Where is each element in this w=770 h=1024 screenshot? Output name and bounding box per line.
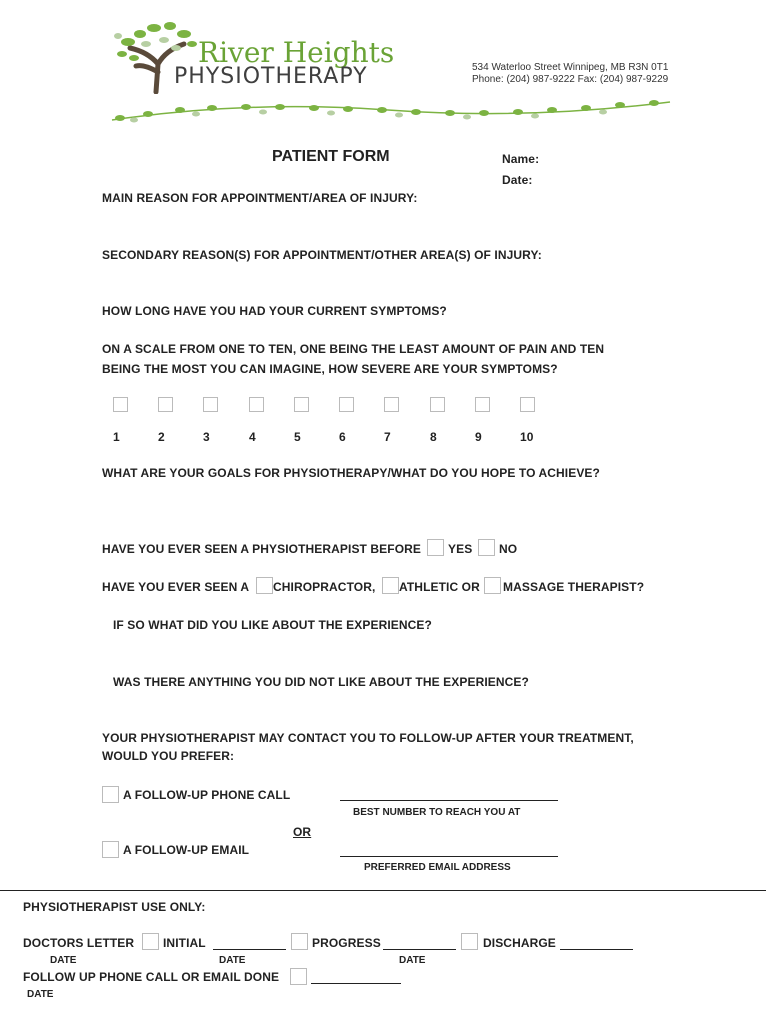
followup-done-date-field[interactable] [311, 983, 401, 984]
pain-scale-question-line1: ON A SCALE FROM ONE TO TEN, ONE BEING THE LEAST AMOUNT OF PAIN AND TEN [102, 342, 605, 356]
followup-email-checkbox[interactable] [102, 841, 119, 858]
phone-number-field[interactable] [340, 800, 558, 801]
initial-checkbox[interactable] [142, 933, 159, 950]
pain-scale-label-1: 1 [113, 430, 120, 444]
followup-done-date-label: DATE [27, 989, 54, 1000]
discharge-checkbox[interactable] [461, 933, 478, 950]
followup-done-checkbox[interactable] [290, 968, 307, 985]
doctors-letter-label: DOCTORS LETTER [23, 936, 135, 950]
secondary-reason-question: SECONDARY REASON(S) FOR APPOINTMENT/OTHER AREA(S) OF INJURY: [102, 248, 542, 262]
progress-checkbox[interactable] [291, 933, 308, 950]
pain-scale-checkbox-3[interactable] [203, 397, 218, 412]
pain-scale-question-line2: BEING THE MOST YOU CAN IMAGINE, HOW SEVERE ARE YOUR SYMPTOMS? [102, 362, 558, 376]
clinic-contact [472, 62, 668, 86]
pain-scale-checkbox-4[interactable] [249, 397, 264, 412]
discharge-date-field[interactable] [560, 949, 633, 950]
pain-scale-label-5: 5 [294, 430, 301, 444]
seen-physio-no-label: NO [499, 542, 518, 556]
email-address-hint: PREFERRED EMAIL ADDRESS [364, 862, 511, 873]
massage-therapist-checkbox[interactable] [484, 577, 501, 594]
pain-scale-checkbox-6[interactable] [339, 397, 354, 412]
logo-title: River Heights [198, 36, 395, 69]
initial-label: INITIAL [163, 936, 206, 950]
followup-phone-label: A FOLLOW-UP PHONE CALL [123, 788, 291, 802]
phone-number-hint: BEST NUMBER TO REACH YOU AT [353, 807, 521, 818]
pain-scale-label-7: 7 [384, 430, 391, 444]
followup-phone-checkbox[interactable] [102, 786, 119, 803]
followup-done-label: FOLLOW UP PHONE CALL OR EMAIL DONE [23, 970, 280, 984]
pain-scale-checkbox-5[interactable] [294, 397, 309, 412]
symptom-duration-question: HOW LONG HAVE YOU HAD YOUR CURRENT SYMPTOMS? [102, 304, 447, 318]
goals-question: WHAT ARE YOUR GOALS FOR PHYSIOTHERAPY/WHAT DO YOU HOPE TO ACHIEVE? [102, 466, 600, 480]
pain-scale-checkbox-9[interactable] [475, 397, 490, 412]
pain-scale-label-3: 3 [203, 430, 210, 444]
pain-scale-checkbox-8[interactable] [430, 397, 445, 412]
progress-date-field[interactable] [383, 949, 456, 950]
letterhead [108, 14, 674, 126]
clinic-address: 534 Waterloo Street Winnipeg, MB R3N 0T1 [472, 62, 669, 73]
seen-physio-yes-checkbox[interactable] [427, 539, 444, 556]
doctors-letter-date-label: DATE [50, 955, 77, 966]
email-address-field[interactable] [340, 856, 558, 857]
pain-scale-label-2: 2 [158, 430, 165, 444]
pain-scale-label-6: 6 [339, 430, 346, 444]
pain-scale-checkbox-10[interactable] [520, 397, 535, 412]
initial-date-field[interactable] [213, 949, 286, 950]
followup-question-line2: WOULD YOU PREFER: [102, 749, 235, 763]
pain-scale-label-8: 8 [430, 430, 437, 444]
athletic-checkbox[interactable] [382, 577, 399, 594]
date-label: Date: [502, 173, 533, 187]
seen-physio-question: HAVE YOU EVER SEEN A PHYSIOTHERAPIST BEFORE [102, 542, 422, 556]
chiropractor-label: CHIROPRACTOR, [273, 580, 376, 594]
or-divider: OR [293, 825, 312, 839]
initial-date-label: DATE [219, 955, 246, 966]
office-use-heading: PHYSIOTHERAPIST USE ONLY: [23, 900, 206, 914]
office-use-divider [0, 890, 766, 891]
followup-question-line1: YOUR PHYSIOTHERAPIST MAY CONTACT YOU TO FOLLOW-UP AFTER YOUR TREATMENT, [102, 731, 634, 745]
disliked-experience-question: WAS THERE ANYTHING YOU DID NOT LIKE ABOUT THE EXPERIENCE? [113, 675, 529, 689]
vine-divider-icon [108, 92, 674, 126]
seen-physio-no-checkbox[interactable] [478, 539, 495, 556]
pain-scale-checkbox-1[interactable] [113, 397, 128, 412]
pain-scale-checkbox-2[interactable] [158, 397, 173, 412]
massage-therapist-label: MASSAGE THERAPIST? [503, 580, 645, 594]
pain-scale-checkbox-7[interactable] [384, 397, 399, 412]
progress-date-label: DATE [399, 955, 426, 966]
name-label: Name: [502, 152, 540, 166]
athletic-label: ATHLETIC OR [399, 580, 480, 594]
form-title: PATIENT FORM [272, 148, 390, 165]
followup-email-label: A FOLLOW-UP EMAIL [123, 843, 250, 857]
seen-other-question: HAVE YOU EVER SEEN A [102, 580, 250, 594]
chiropractor-checkbox[interactable] [256, 577, 273, 594]
pain-scale-label-9: 9 [475, 430, 482, 444]
discharge-label: DISCHARGE [483, 936, 556, 950]
liked-experience-question: IF SO WHAT DID YOU LIKE ABOUT THE EXPERIENCE? [113, 618, 432, 632]
main-reason-question: MAIN REASON FOR APPOINTMENT/AREA OF INJURY: [102, 191, 418, 205]
logo-subtitle: PHYSIOTHERAPY [174, 64, 368, 89]
seen-physio-yes-label: YES [448, 542, 473, 556]
progress-label: PROGRESS [312, 936, 381, 950]
clinic-phone-fax: Phone: (204) 987-9222 Fax: (204) 987-9229 [472, 74, 669, 85]
pain-scale-label-10: 10 [520, 430, 534, 444]
pain-scale-label-4: 4 [249, 430, 256, 444]
